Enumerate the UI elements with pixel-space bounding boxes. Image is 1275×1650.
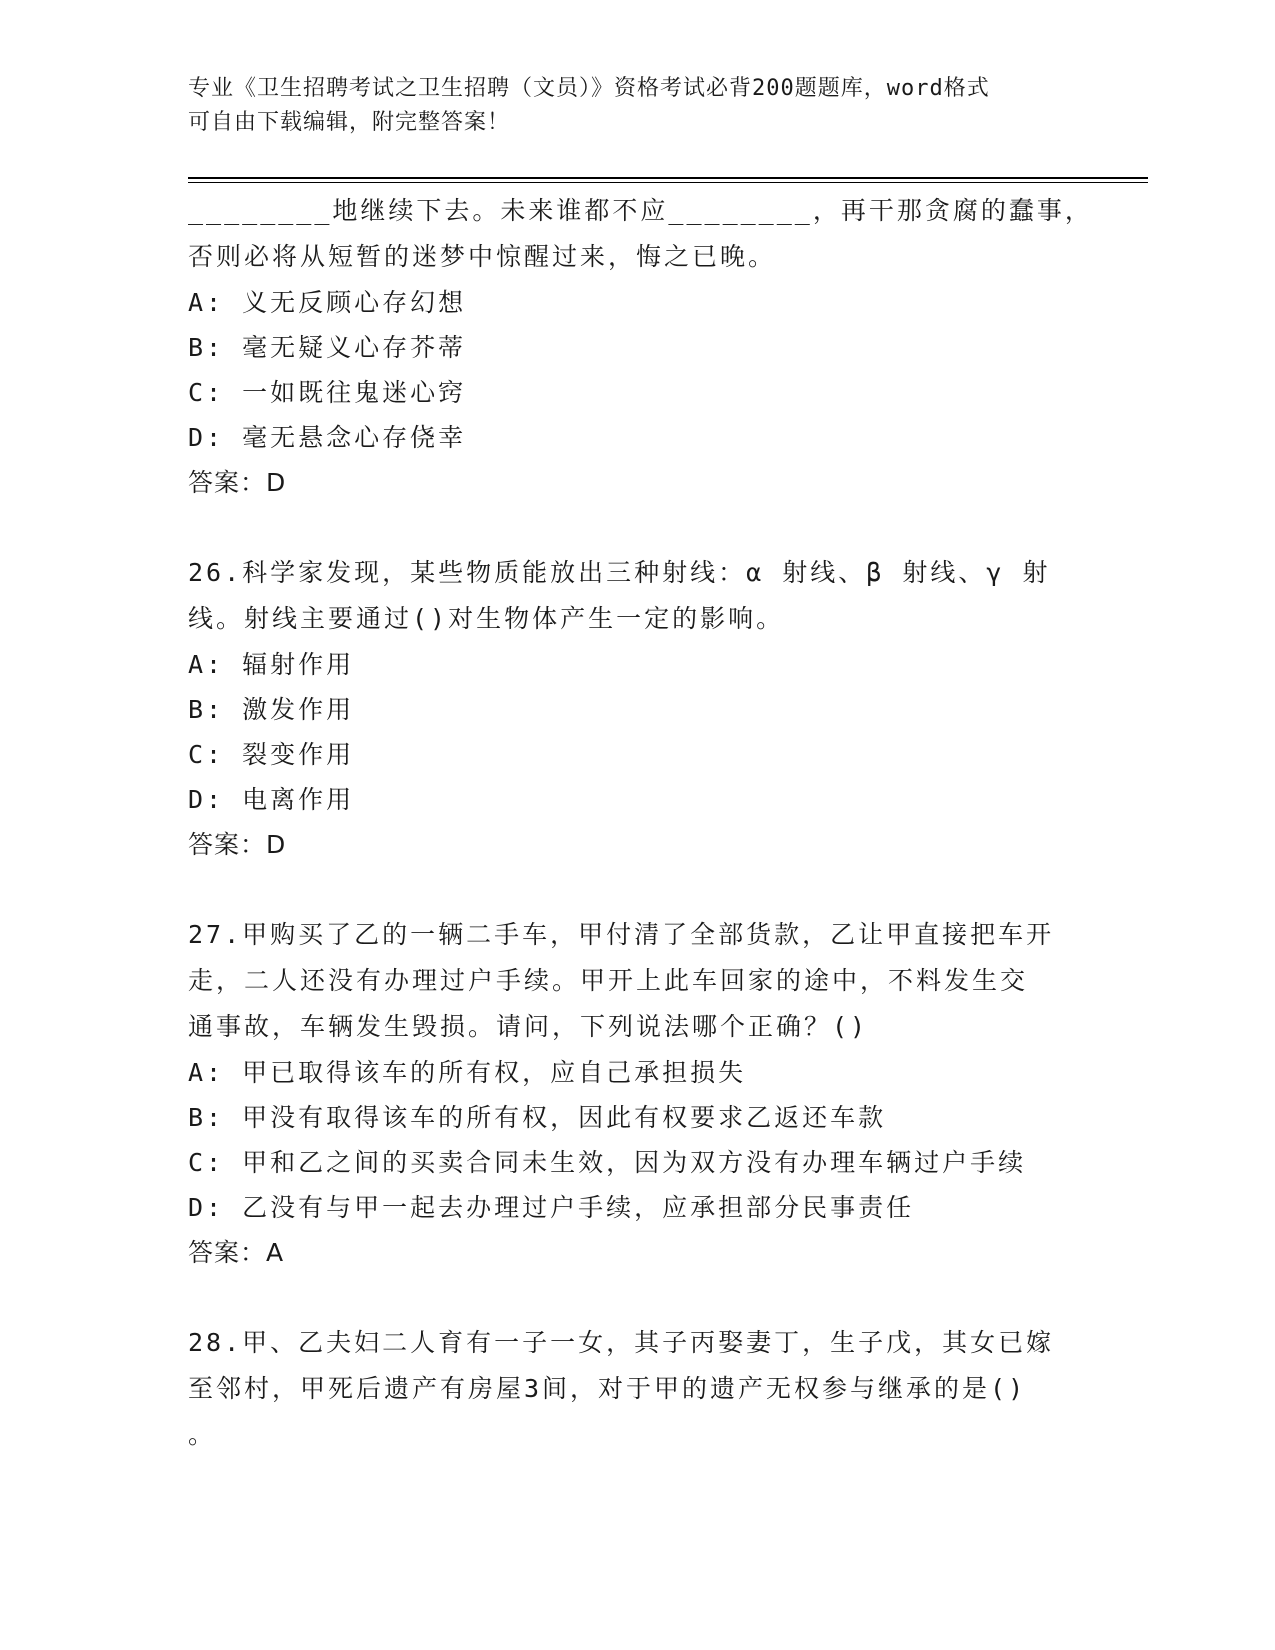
option-c: C: 一如既往鬼迷心窍	[188, 378, 467, 407]
answer-line: 答案：D	[188, 468, 287, 497]
question-spacer	[188, 506, 1088, 550]
question-26	[188, 550, 1088, 868]
question-stem-line: ________地继续下去。未来谁都不应________，再干那贪腐的蠢事，	[188, 196, 1093, 225]
question-stem-line: 。	[188, 1420, 217, 1449]
answer-line: 答案：D	[188, 830, 287, 859]
option-a: A: 辐射作用	[188, 650, 355, 679]
question-spacer	[188, 868, 1088, 912]
question-spacer	[188, 1276, 1088, 1320]
option-d: D: 乙没有与甲一起去办理过户手续，应承担部分民事责任	[188, 1193, 915, 1222]
header-divider-thin	[188, 182, 1148, 183]
question-stem-line: 走，二人还没有办理过户手续。甲开上此车回家的途中，不料发生交	[188, 966, 1029, 995]
header-divider-thick	[188, 177, 1148, 179]
question-list	[188, 188, 1093, 1458]
option-c: C: 甲和乙之间的买卖合同未生效，因为双方没有办理车辆过户手续	[188, 1148, 1027, 1177]
question-stem-line: 线。射线主要通过()对生物体产生一定的影响。	[188, 604, 785, 633]
question-stem-line: 27.甲购买了乙的一辆二手车，甲付清了全部货款，乙让甲直接把车开	[188, 920, 1055, 949]
question-stem-line: 否则必将从短暂的迷梦中惊醒过来，悔之已晚。	[188, 242, 777, 271]
question-28	[188, 1320, 1088, 1458]
header-line-1: 专业《卫生招聘考试之卫生招聘（文员）》资格考试必背200题题库，word格式	[188, 76, 990, 101]
document-header	[188, 72, 1068, 140]
option-d: D: 电离作用	[188, 785, 355, 814]
question-stem-line: 至邻村，甲死后遗产有房屋3间，对于甲的遗产无权参与继承的是()	[188, 1374, 1027, 1403]
option-a: A: 义无反顾心存幻想	[188, 288, 467, 317]
question-stem-line: 26.科学家发现，某些物质能放出三种射线：α 射线、β 射线、γ 射	[188, 558, 1051, 587]
question-stem-line: 通事故，车辆发生毁损。请问，下列说法哪个正确？()	[188, 1012, 869, 1041]
option-d: D: 毫无悬念心存侥幸	[188, 423, 467, 452]
question-stem-line: 28.甲、乙夫妇二人育有一子一女，其子丙娶妻丁，生子戊，其女已嫁	[188, 1328, 1055, 1357]
question-25	[188, 188, 1093, 506]
option-a: A: 甲已取得该车的所有权，应自己承担损失	[188, 1058, 747, 1087]
option-b: B: 毫无疑义心存芥蒂	[188, 333, 467, 362]
option-b: B: 甲没有取得该车的所有权，因此有权要求乙返还车款	[188, 1103, 887, 1132]
question-27	[188, 912, 1088, 1276]
option-b: B: 激发作用	[188, 695, 355, 724]
option-c: C: 裂变作用	[188, 740, 355, 769]
answer-line: 答案：A	[188, 1238, 285, 1267]
header-line-2: 可自由下载编辑，附完整答案！	[188, 110, 511, 135]
